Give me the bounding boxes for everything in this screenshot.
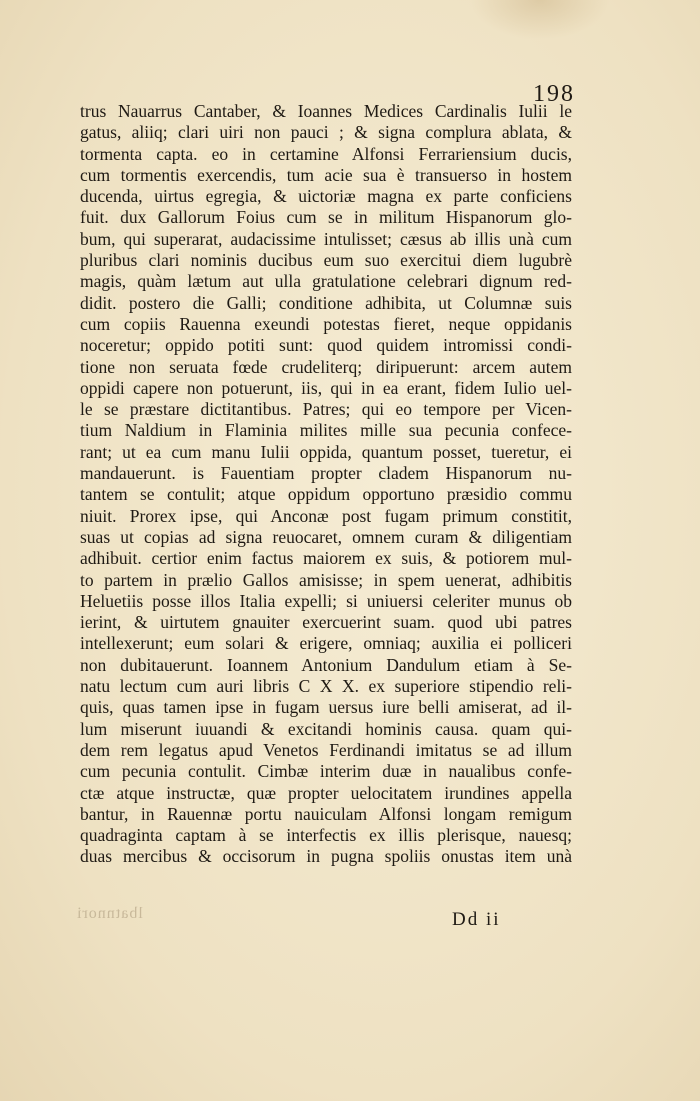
text-line: pluribus clari nominis ducibus eum suo exercitui diem lugubrè bbox=[80, 250, 572, 271]
show-through-text: lbatnnori bbox=[76, 905, 143, 922]
text-line: cum copiis Rauenna exeundi potestas fieret, neque oppidanis bbox=[80, 313, 572, 334]
text-line: lum miserunt iuuandi & excitandi hominis causa. quam qui- bbox=[80, 718, 572, 739]
text-line: didit. postero die Galli; conditione adhibita, ut Columnæ suis bbox=[80, 292, 572, 313]
text-line: dem rem legatus apud Venetos Ferdinandi imitatus se ad illum bbox=[80, 739, 572, 760]
text-line: to partem in prælio Gallos amisisse; in spem uenerat, adhibitis bbox=[80, 569, 572, 590]
text-line: suas ut copias ad signa reuocaret, omnem curam & diligentiam bbox=[80, 526, 572, 547]
text-line: gatus, aliiq; clari uiri non pauci ; & signa complura ablata, & bbox=[80, 122, 572, 143]
text-line: mandauerunt. is Fauentiam propter cladem Hispanorum nu- bbox=[80, 463, 572, 484]
text-line: cum tormentis exercendis, tum acie sua è transuerso in hostem bbox=[80, 164, 572, 185]
text-line: adhibuit. certior enim factus maiorem ex suis, & potiorem mul- bbox=[80, 548, 572, 569]
text-line: tione non seruata fœde crudeliterq; diripuerunt: arcem autem bbox=[80, 356, 572, 377]
text-line: non dubitauerunt. Ioannem Antonium Dandulum etiam à Se- bbox=[80, 654, 572, 675]
body-text bbox=[80, 101, 572, 868]
text-line: rant; ut ea cum manu Iulii oppida, quantum posset, tueretur, ei bbox=[80, 441, 572, 462]
text-line: cum pecunia contulit. Cimbæ interim duæ in naualibus confe- bbox=[80, 761, 572, 782]
page-number: 198 bbox=[533, 81, 575, 107]
text-line: bantur, in Rauennæ portu nauiculam Alfonsi longam remigum bbox=[80, 803, 572, 824]
text-line: duas mercibus & occisorum in pugna spoliis onustas item unà bbox=[80, 846, 572, 867]
text-line: natu lectum cum auri libris C X X. ex superiore stipendio reli- bbox=[80, 676, 572, 697]
text-line: tantem se contulit; atque oppidum opportuno præsidio commu bbox=[80, 484, 572, 505]
text-line: le se præstare dictitantibus. Patres; qui eo tempore per Vicen- bbox=[80, 399, 572, 420]
text-line: bum, qui superarat, audacissime intulisset; cæsus ab illis unà cum bbox=[80, 228, 572, 249]
paper-stain bbox=[470, 0, 610, 40]
text-line: tium Naldium in Flaminia milites mille sua pecunia confece- bbox=[80, 420, 572, 441]
text-line: trus Nauarrus Cantaber, & Ioannes Medices Cardinalis Iulii le bbox=[80, 101, 572, 121]
text-line: ierint, & uirtutem gnauiter exercuerint suam. quod ubi patres bbox=[80, 612, 572, 633]
text-line: niuit. Prorex ipse, qui Anconæ post fugam primum constitit, bbox=[80, 505, 572, 526]
text-line: oppidi capere non potuerunt, iis, qui in ea erant, fidem Iulio uel- bbox=[80, 377, 572, 398]
text-line: ctæ atque instructæ, quæ propter uelocitatem irundines appella bbox=[80, 782, 572, 803]
text-line: quis, quas tamen ipse in fugam uersus iure belli amiserat, ad il- bbox=[80, 697, 572, 718]
text-line: ducenda, uirtus egregia, & uictoriæ magna ex parte conficiens bbox=[80, 186, 572, 207]
signature-mark: Dd ii bbox=[452, 909, 501, 930]
text-line: Heluetiis posse illos Italia expelli; si uniuersi celeriter munus ob bbox=[80, 590, 572, 611]
text-line: tormenta capta. eo in certamine Alfonsi Ferrariensium ducis, bbox=[80, 143, 572, 164]
text-line: intellexerunt; eum solari & erigere, omniaq; auxilia ei polliceri bbox=[80, 633, 572, 654]
text-line: magis, quàm lætum aut ulla gratulatione celebrari dignum red- bbox=[80, 271, 572, 292]
text-line: fuit. dux Gallorum Foius cum se in militum Hispanorum glo- bbox=[80, 207, 572, 228]
text-line: quadraginta captam à se interfectis ex illis plerisque, nauesq; bbox=[80, 825, 572, 846]
text-line: noceretur; oppido potiti sunt: quod quidem intromissi condi- bbox=[80, 335, 572, 356]
